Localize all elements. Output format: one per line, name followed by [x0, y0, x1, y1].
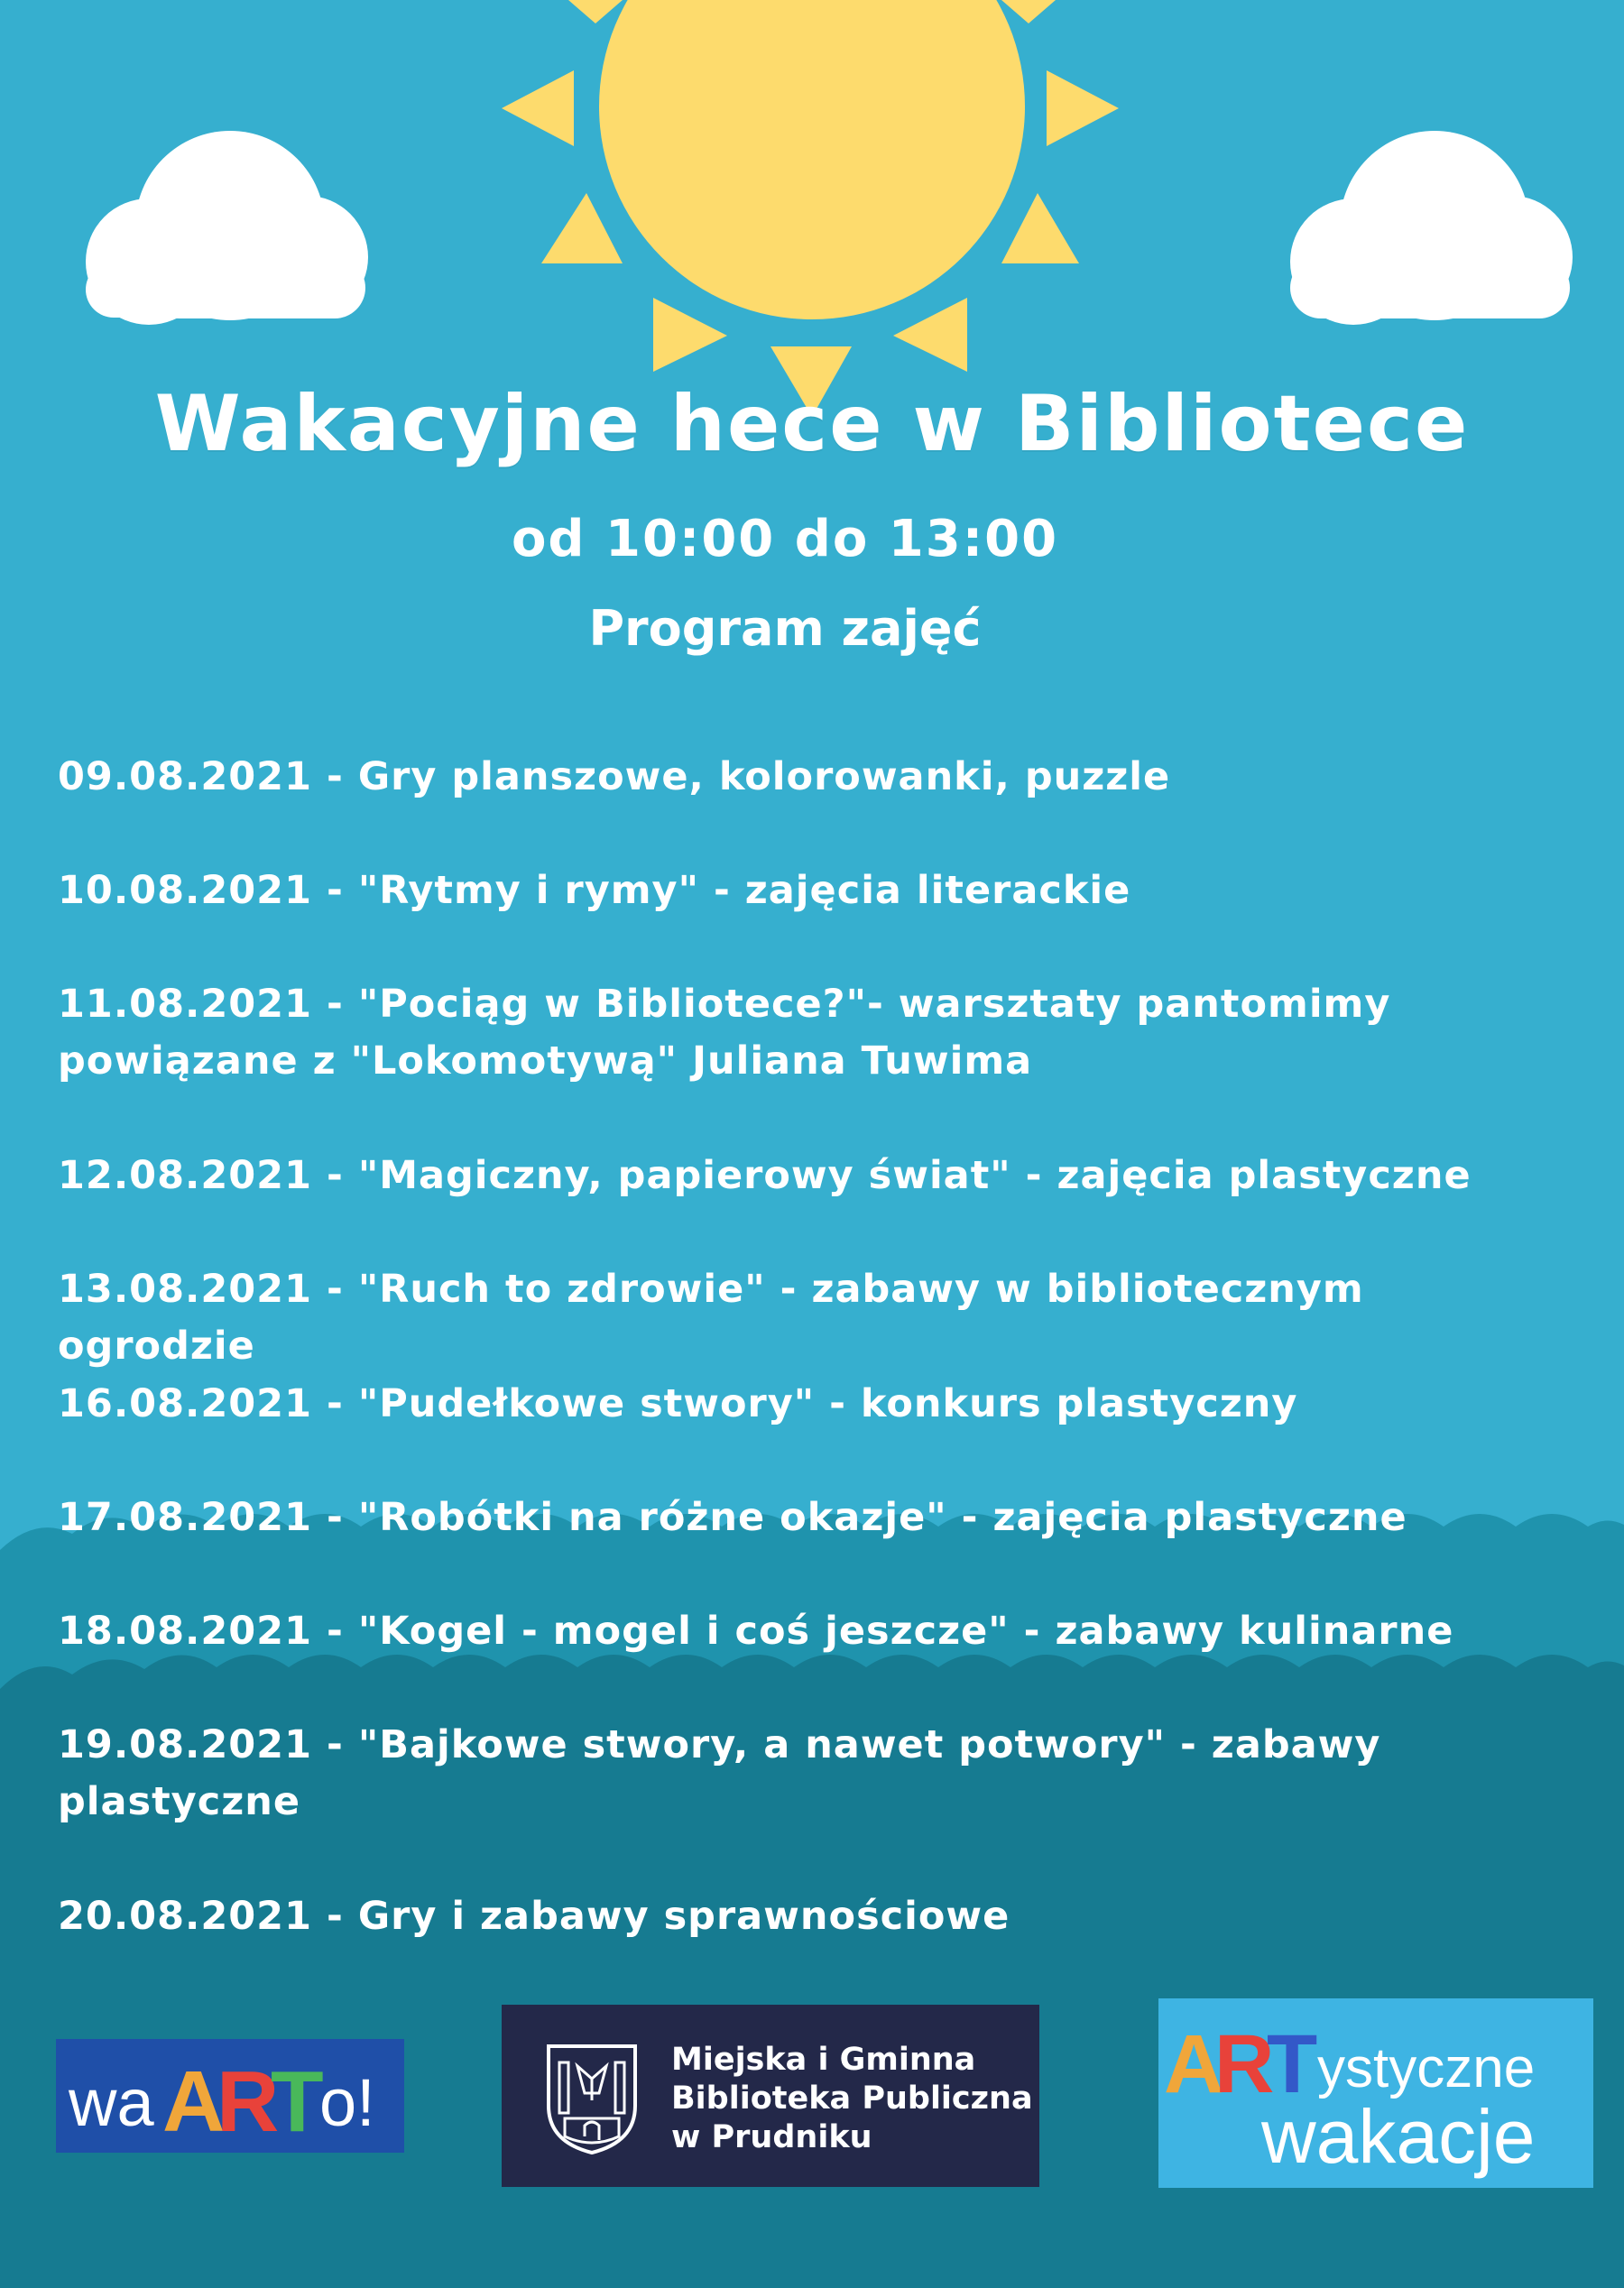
- svg-text:T: T: [1267, 2018, 1318, 2110]
- svg-text:A: A: [162, 2053, 226, 2150]
- schedule-entry-line: plastyczne: [58, 1779, 301, 1824]
- waarto-logo-art: [56, 2039, 404, 2153]
- library-name: [671, 2041, 1033, 2157]
- schedule-entry-line: powiązane z "Lokomotywą" Juliana Tuwima: [58, 1038, 1033, 1084]
- schedule-entry: [58, 1261, 1555, 1375]
- svg-text:T: T: [271, 2053, 324, 2150]
- program-heading: Program zajęć: [588, 600, 982, 657]
- schedule-entry: [58, 749, 1555, 806]
- schedule-entry: [58, 1148, 1555, 1204]
- schedule-entry: [58, 1888, 1555, 1945]
- page-title: Wakacyjne hece w Bibliotece: [154, 379, 1470, 469]
- library-name-line: w Prudniku: [671, 2119, 872, 2155]
- library-name-line: Biblioteka Publiczna: [671, 2080, 1033, 2117]
- schedule-entry-line: 11.08.2021 - "Pociąg w Bibliotece?"- warsztaty pantomimy: [58, 982, 1391, 1027]
- schedule-entry: [58, 976, 1555, 1090]
- schedule-entry: [58, 863, 1555, 919]
- svg-text:A: A: [1164, 2018, 1224, 2110]
- svg-text:wa: wa: [69, 2065, 154, 2140]
- svg-text:o!: o!: [319, 2065, 375, 2140]
- svg-text:ystyczne: ystyczne: [1317, 2037, 1536, 2099]
- schedule-entry-line: 16.08.2021 - "Pudełkowe stwory" - konkurs plastyczny: [58, 1381, 1298, 1426]
- schedule-entry: [58, 1490, 1555, 1546]
- svg-text:wakacje: wakacje: [1261, 2094, 1536, 2179]
- schedule-entry-line: 19.08.2021 - "Bajkowe stwory, a nawet potwory" - zabawy: [58, 1722, 1381, 1767]
- prudnik-crest-icon: [545, 2043, 639, 2156]
- schedule-entry-line: 10.08.2021 - "Rytmy i rymy" - zajęcia literackie: [58, 868, 1131, 913]
- schedule-entry-line: 09.08.2021 - Gry planszowe, kolorowanki, puzzle: [58, 754, 1171, 799]
- schedule-entry-line: 20.08.2021 - Gry i zabawy sprawnościowe: [58, 1894, 1010, 1939]
- event-hours: od 10:00 do 13:00: [511, 510, 1059, 568]
- schedule-entry-line: 12.08.2021 - "Magiczny, papierowy świat" - zajęcia plastyczne: [58, 1153, 1472, 1198]
- schedule-entry: [58, 1603, 1555, 1660]
- schedule-entry: [58, 1717, 1555, 1831]
- schedule-entry-line: 13.08.2021 - "Ruch to zdrowie" - zabawy w bibliotecznym ogrodzie: [58, 1267, 1364, 1369]
- library-name-line: Miejska i Gminna: [671, 2042, 976, 2078]
- schedule-entry-line: 17.08.2021 - "Robótki na różne okazje" - zajęcia plastyczne: [58, 1495, 1407, 1540]
- waarto-logo: [56, 2039, 404, 2153]
- svg-text:R: R: [217, 2053, 280, 2150]
- svg-text:R: R: [1214, 2018, 1275, 2110]
- artystyczne-wakacje-logo-art: [1158, 1998, 1593, 2188]
- library-logo: [502, 2005, 1039, 2187]
- schedule-entry-line: 18.08.2021 - "Kogel - mogel i coś jeszcze" - zabawy kulinarne: [58, 1609, 1454, 1654]
- schedule-entry: [58, 1376, 1555, 1433]
- artystyczne-wakacje-logo: [1158, 1998, 1593, 2188]
